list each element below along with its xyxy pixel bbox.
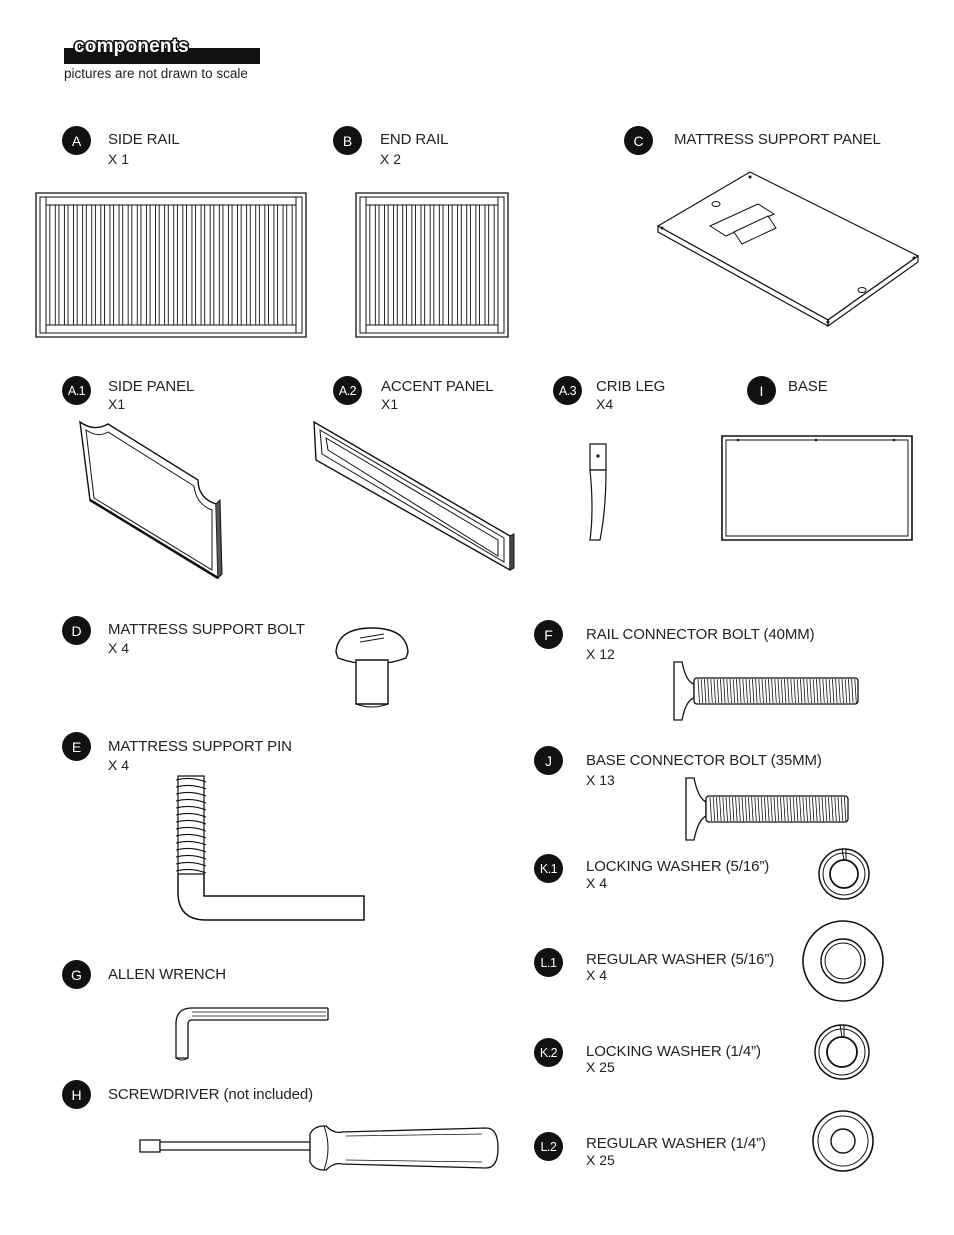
page-subtitle: pictures are not drawn to scale: [64, 66, 248, 81]
part-qty-locking-washer-5-16: X 4: [586, 875, 608, 891]
base-connector-bolt-illustration: [680, 774, 856, 844]
part-name-side-panel: SIDE PANEL: [108, 378, 195, 395]
part-badge-j: J: [534, 746, 563, 775]
part-qty-locking-washer-1-4: X 25: [586, 1059, 615, 1075]
part-qty-accent-panel: X1: [381, 396, 399, 412]
part-badge-k2: K.2: [534, 1038, 563, 1067]
part-badge-e: E: [62, 732, 91, 761]
part-badge-l1: L.1: [534, 948, 563, 977]
allen-wrench-illustration: [170, 1002, 332, 1066]
part-name-regular-washer-1-4: REGULAR WASHER (1/4”): [586, 1135, 766, 1152]
rail-connector-bolt-illustration: [668, 658, 864, 724]
regular-washer-5-16-illustration: [800, 918, 886, 1004]
part-qty-regular-washer-5-16: X 4: [586, 967, 608, 983]
part-qty-crib-leg: X4: [596, 396, 614, 412]
part-name-mattress-support-panel: MATTRESS SUPPORT PANEL: [674, 131, 881, 148]
mattress-support-bolt-illustration: [330, 624, 414, 710]
part-badge-a1: A.1: [62, 376, 91, 405]
part-name-screwdriver: SCREWDRIVER (not included): [108, 1086, 313, 1103]
part-name-mattress-support-pin: MATTRESS SUPPORT PIN: [108, 738, 292, 755]
part-badge-a: A: [62, 126, 91, 155]
part-name-rail-connector-bolt: RAIL CONNECTOR BOLT (40MM): [586, 626, 815, 643]
part-qty-rail-connector-bolt: X 12: [586, 646, 615, 662]
side-rail-frame: [36, 193, 306, 337]
part-badge-c: C: [624, 126, 653, 155]
side-panel-illustration: [76, 418, 228, 584]
part-badge-i: I: [747, 376, 776, 405]
part-name-side-rail: SIDE RAIL: [108, 131, 180, 148]
screwdriver-illustration: [136, 1120, 506, 1176]
part-badge-h: H: [62, 1080, 91, 1109]
part-name-mattress-support-bolt: MATTRESS SUPPORT BOLT: [108, 621, 305, 638]
part-qty-mattress-support-bolt: X 4: [108, 640, 130, 656]
page-title: components: [74, 36, 189, 57]
part-name-regular-washer-5-16: REGULAR WASHER (5/16”): [586, 951, 775, 968]
part-badge-a3: A.3: [553, 376, 582, 405]
part-name-base-connector-bolt: BASE CONNECTOR BOLT (35MM): [586, 752, 822, 769]
part-name-accent-panel: ACCENT PANEL: [381, 378, 494, 395]
part-qty-end-rail: X 2: [380, 151, 402, 167]
crib-leg-illustration: [584, 440, 614, 544]
part-name-base: BASE: [788, 378, 828, 395]
part-badge-f: F: [534, 620, 563, 649]
base-illustration: [718, 432, 916, 544]
part-name-allen-wrench: ALLEN WRENCH: [108, 966, 226, 983]
part-qty-side-rail: X 1: [108, 151, 130, 167]
part-name-crib-leg: CRIB LEG: [596, 378, 666, 395]
part-name-locking-washer-1-4: LOCKING WASHER (1/4”): [586, 1043, 761, 1060]
locking-washer-1-4-illustration: [812, 1022, 874, 1082]
part-badge-g: G: [62, 960, 91, 989]
mattress-support-pin-illustration: [170, 770, 370, 930]
locking-washer-5-16-illustration: [816, 846, 872, 902]
part-qty-base-connector-bolt: X 13: [586, 772, 615, 788]
part-name-locking-washer-5-16: LOCKING WASHER (5/16”): [586, 858, 770, 875]
part-qty-regular-washer-1-4: X 25: [586, 1152, 615, 1168]
part-qty-side-panel: X1: [108, 396, 126, 412]
part-badge-b: B: [333, 126, 362, 155]
part-qty-mattress-support-pin: X 4: [108, 757, 130, 773]
part-badge-d: D: [62, 616, 91, 645]
part-badge-k1: K.1: [534, 854, 563, 883]
part-name-end-rail: END RAIL: [380, 131, 449, 148]
mattress-support-panel-illustration: [650, 168, 930, 338]
end-rail-frame: [356, 193, 508, 337]
part-badge-l2: L.2: [534, 1132, 563, 1161]
part-badge-a2: A.2: [333, 376, 362, 405]
accent-panel-illustration: [310, 418, 520, 574]
regular-washer-1-4-illustration: [810, 1108, 876, 1174]
